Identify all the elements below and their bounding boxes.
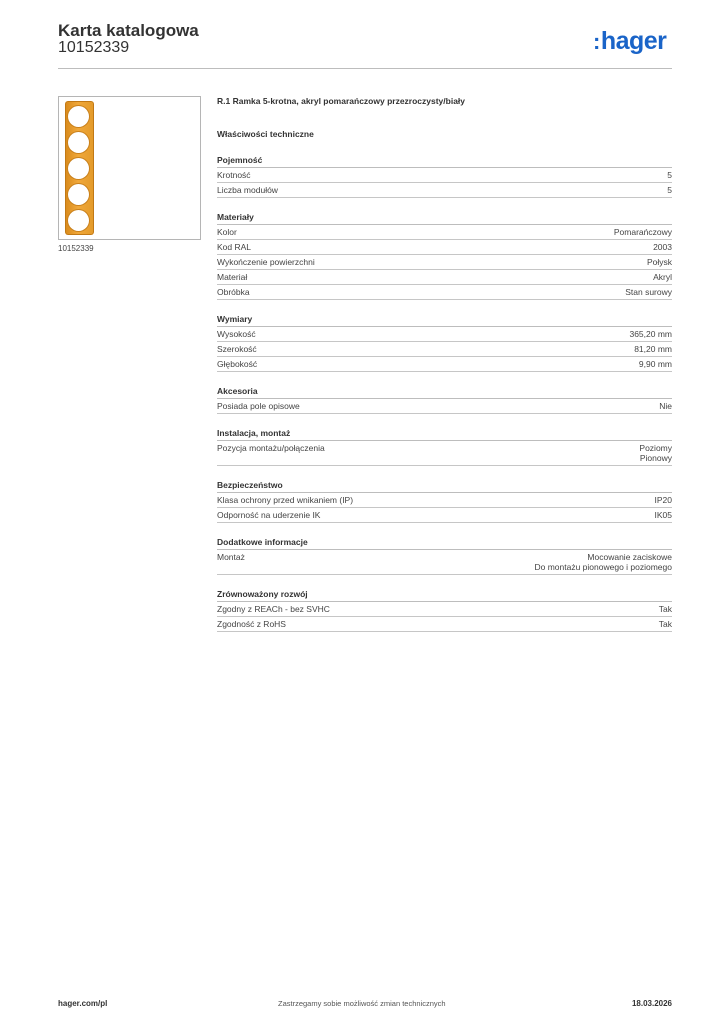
spec-value-line: Akryl	[653, 272, 672, 282]
footer-website[interactable]: hager.com/pl	[58, 999, 108, 1008]
hager-logo	[593, 29, 666, 54]
spec-label: Wykończenie powierzchni	[217, 257, 315, 267]
spec-value-line: Pomarańczowy	[613, 227, 672, 237]
spec-value-line: Tak	[658, 619, 672, 629]
product-name: R.1 Ramka 5-krotna, akryl pomarańczowy przezroczysty/biały	[217, 96, 466, 106]
spec-section	[217, 428, 672, 466]
spec-value-line: 5	[667, 185, 672, 195]
spec-row	[217, 508, 672, 523]
frame-opening	[68, 210, 89, 231]
spec-value	[639, 443, 672, 463]
spec-value	[625, 287, 672, 297]
spec-row	[217, 399, 672, 414]
section-title: Akcesoria	[217, 386, 672, 399]
spec-section	[217, 537, 672, 575]
spec-value	[655, 495, 673, 505]
frame-opening	[68, 158, 89, 179]
spec-value	[659, 401, 672, 411]
spec-value-line: 365,20 mm	[629, 329, 672, 339]
spec-label: Odporność na uderzenie IK	[217, 510, 321, 520]
footer-notice: Zastrzegamy sobie możliwość zmian technicznych	[278, 999, 446, 1008]
spec-row	[217, 183, 672, 198]
spec-value-line: 81,20 mm	[634, 344, 672, 354]
spec-value-line: Stan surowy	[625, 287, 672, 297]
technical-properties-title: Właściwości techniczne	[217, 129, 314, 139]
frame-opening	[68, 106, 89, 127]
spec-section	[217, 589, 672, 632]
section-title: Zrównoważony rozwój	[217, 589, 672, 602]
spec-value	[614, 227, 672, 237]
spec-row	[217, 255, 672, 270]
spec-section	[217, 386, 672, 414]
spec-label: Posiada pole opisowe	[217, 401, 300, 411]
spec-value	[659, 604, 672, 614]
spec-value	[655, 510, 673, 520]
section-title: Bezpieczeństwo	[217, 480, 672, 493]
spec-section	[217, 212, 672, 300]
spec-value-line: IK05	[654, 510, 672, 520]
spec-value-line: 9,90 mm	[638, 359, 672, 369]
spec-value	[639, 359, 672, 369]
product-image-caption: 10152339	[58, 244, 94, 253]
spec-value-line: Do montażu pionowego i poziomego	[534, 562, 672, 572]
logo-text: hager	[600, 27, 667, 55]
spec-label: Krotność	[217, 170, 251, 180]
spec-row	[217, 357, 672, 372]
spec-row	[217, 602, 672, 617]
spec-label: Szerokość	[217, 344, 257, 354]
spec-label: Obróbka	[217, 287, 250, 297]
section-title: Dodatkowe informacje	[217, 537, 672, 550]
spec-row	[217, 617, 672, 632]
spec-value	[653, 242, 672, 252]
five-gang-frame-image	[65, 101, 94, 235]
spec-value	[667, 185, 672, 195]
spec-section	[217, 155, 672, 198]
spec-value	[534, 552, 672, 572]
spec-row	[217, 270, 672, 285]
spec-label: Pozycja montażu/połączenia	[217, 443, 325, 453]
spec-value	[653, 272, 672, 282]
spec-row	[217, 168, 672, 183]
spec-label: Głębokość	[217, 359, 258, 369]
spec-row	[217, 493, 672, 508]
spec-label: Kod RAL	[217, 242, 252, 252]
spec-label: Liczba modułów	[217, 185, 278, 195]
header-divider	[58, 68, 672, 69]
section-title: Instalacja, montaż	[217, 428, 672, 441]
product-image	[58, 96, 201, 240]
section-title: Wymiary	[217, 314, 672, 327]
spec-sections	[217, 155, 672, 632]
spec-row	[217, 550, 672, 575]
spec-value	[629, 329, 672, 339]
spec-label: Wysokość	[217, 329, 256, 339]
spec-value	[647, 257, 672, 267]
spec-row	[217, 225, 672, 240]
spec-value-line: Mocowanie zaciskowe	[587, 552, 672, 562]
spec-row	[217, 285, 672, 300]
footer-date: 18.03.2026	[631, 999, 672, 1008]
frame-opening	[68, 132, 89, 153]
section-title: Pojemność	[217, 155, 672, 168]
spec-label: Zgodność z RoHS	[217, 619, 286, 629]
spec-value-line: Pionowy	[639, 453, 672, 463]
spec-value	[667, 170, 672, 180]
spec-value-line: Poziomy	[639, 443, 672, 453]
spec-label: Montaż	[217, 552, 245, 562]
logo-mark: :	[593, 29, 600, 54]
frame-opening	[68, 184, 89, 205]
spec-label: Kolor	[217, 227, 237, 237]
spec-label: Zgodny z REACh - bez SVHC	[217, 604, 330, 614]
spec-value-line: Połysk	[646, 257, 672, 267]
spec-value-line: 5	[667, 170, 672, 180]
spec-value-line: Tak	[658, 604, 672, 614]
spec-label: Materiał	[217, 272, 248, 282]
section-title: Materiały	[217, 212, 672, 225]
document-title: Karta katalogowa	[58, 21, 199, 40]
spec-row	[217, 441, 672, 466]
spec-row	[217, 240, 672, 255]
spec-row	[217, 342, 672, 357]
spec-value-line: IP20	[654, 495, 672, 505]
spec-content	[217, 96, 672, 632]
spec-value	[634, 344, 672, 354]
spec-value-line: 2003	[653, 242, 672, 252]
spec-section	[217, 480, 672, 523]
product-code: 10152339	[58, 39, 130, 56]
spec-row	[217, 327, 672, 342]
spec-value-line: Nie	[659, 401, 672, 411]
spec-label: Klasa ochrony przed wnikaniem (IP)	[217, 495, 354, 505]
spec-section	[217, 314, 672, 372]
spec-value	[659, 619, 672, 629]
